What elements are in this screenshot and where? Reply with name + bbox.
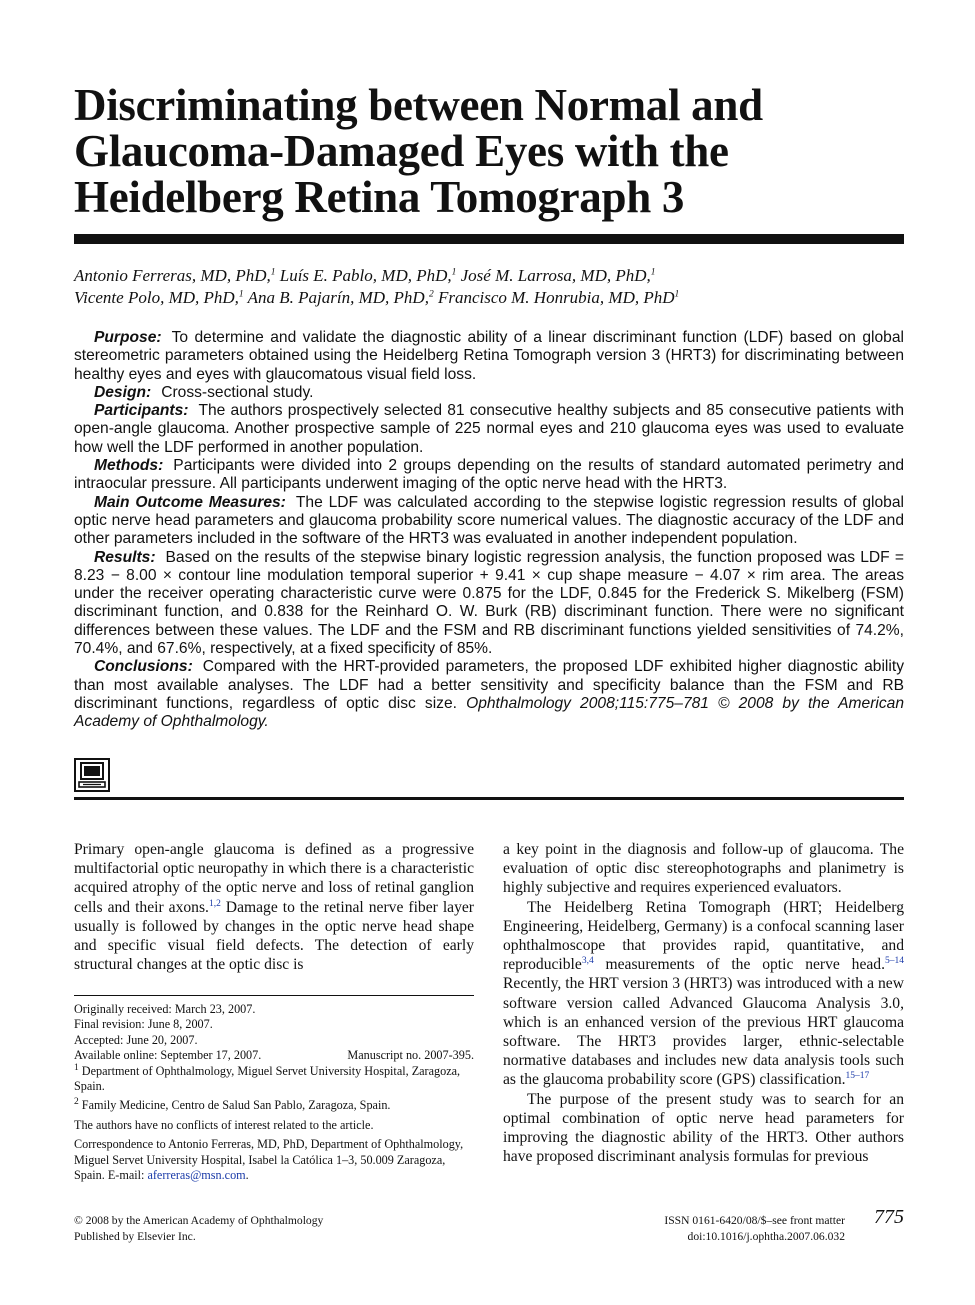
article-footnotes	[74, 1002, 474, 1183]
author-4: Vicente Polo, MD, PhD,$^1$	[74, 288, 244, 307]
abstract-purpose: Purpose: To determine and validate the diagnostic ability of a linear discriminant function (LDF) based on global stereometric parameters obtained using the Heidelberg Retina Tomograph version 3 (HRT3) for discriminating between healthy eyes and eyes with glaucomatous visual field loss.	[74, 329, 904, 383]
abstract-citation: Ophthalmology 2008;115:775–781 © 2008 by the American Academy of Ophthalmology.	[74, 694, 904, 731]
publisher-line: Published by Elsevier Inc.	[74, 1229, 196, 1243]
title-rule	[74, 234, 904, 244]
conflict-statement: The authors have no conflicts of interest related to the article.	[74, 1117, 374, 1132]
affiliation-2: $^2$ Family Medicine, Centro de Salud San Pablo, Zaragoza, Spain.	[74, 1097, 391, 1113]
body-column-right	[503, 840, 904, 1166]
intro-paragraph-3: The purpose of the present study was to search for an optimal combination of optic nerve head parameters for improving the diagnostic ability of the HRT3. Other authors have proposed discriminant analysis formulas for previous	[503, 1090, 904, 1166]
abstract-main-outcome-measures: Main Outcome Measures: The LDF was calculated according to the stepwise logistic regression results of global optic nerve head parameters and glaucoma probability score numerical values. The diagnostic accuracy of the LDF and other parameters included in the software of the HRT3 was evaluated in another independent population.	[74, 493, 904, 548]
footnote-rule	[74, 995, 474, 996]
email-link[interactable]: aferreras@msn.com	[147, 1168, 246, 1183]
article-title: Discriminating between Normal and Glaucoma-Damaged Eyes with the Heidelberg Retina Tomograph 3	[74, 80, 763, 222]
page-number: 775	[874, 1206, 904, 1228]
author-1: Antonio Ferreras, MD, PhD,$^1$	[74, 266, 276, 285]
body-column-left	[74, 840, 474, 974]
footer-right	[560, 1213, 845, 1244]
intro-paragraph-1: Primary open-angle glaucoma is defined as a progressive multifactorial optic neuropathy in which there is a characteristic acquired atrophy of the optic nerve and loss of retinal ganglion cells and their axons.$^{1,2}$ Damage to the retinal nerve fiber layer usually is followed by changes in the optic nerve head shape and specific visual field defects. The detection of early structural changes at the optic disc is	[74, 841, 474, 974]
computer-monitor-icon	[74, 758, 110, 792]
reference-link[interactable]: 5–14	[885, 956, 904, 967]
revision-date: Final revision: June 8, 2007.	[74, 1017, 213, 1032]
online-date: Available online: September 17, 2007.	[74, 1048, 262, 1063]
online-row	[74, 1048, 474, 1063]
copyright-line: © 2008 by the American Academy of Ophthalmology	[74, 1214, 324, 1227]
reference-link[interactable]: 1,2	[208, 898, 221, 909]
accepted-date: Accepted: June 20, 2007.	[74, 1032, 198, 1047]
abstract-results: Results: Based on the results of the stepwise binary logistic regression analysis, the function proposed was LDF = 8.23 − 8.00 × contour line modulation temporal superior + 9.41 × cup shape measure − 4.07 × rim area. The areas under the receiver operating characteristic curve were 0.875 for the LDF, 0.845 for the Frederick S. Mikelberg (FSM) discriminant function, and 0.838 for the Reinhard O. W. Burk (RB) discriminant function. There were no significant differences between these values. The LDF and the FSM and RB discriminant functions yielded sensitivities of 74.2%, 70.4%, and 67.6%, respectively, at a fixed specificity of 85%.	[74, 548, 904, 658]
abstract-participants: Participants: The authors prospectively selected 81 consecutive healthy subjects and 85 consecutive patients with open-angle glaucoma. Another prospective sample of 225 normal eyes and 210 glaucoma eyes was used to evaluate how well the LDF performed in another population.	[74, 402, 904, 456]
reference-link[interactable]: 3,4	[581, 956, 594, 967]
issn-line: ISSN 0161-6420/08/$–see front matter	[664, 1214, 845, 1227]
affiliation-1: $^1$ Department of Ophthalmology, Miguel Servet University Hospital, Zaragoza, Spain.	[74, 1062, 461, 1094]
abstract-methods: Methods: Participants were divided into 2 groups depending on the results of standard automated perimetry and intraocular pressure. All participants underwent imaging of the optic nerve head with the HRT3.	[74, 457, 904, 493]
footer-left	[74, 1213, 323, 1244]
intro-paragraph-1-cont: a key point in the diagnosis and follow-up of glaucoma. The evaluation of optic disc stereophotographs and planimetry is highly subjective and requires experienced evaluators.	[503, 841, 904, 897]
author-6: Francisco M. Honrubia, MD, PhD$^1$	[437, 288, 680, 307]
author-list	[74, 265, 904, 309]
abstract-conclusions: Conclusions: Compared with the HRT-provided parameters, the proposed LDF exhibited higher diagnostic ability than most available analyses. The LDF had a better sensitivity and specificity balance than the FSM and RB discriminant functions, regardless of optic disc size. Ophthalmology 2008;115:775–781 © 2008 by the American Academy of Ophthalmology.	[74, 658, 904, 731]
abstract	[74, 329, 904, 732]
author-5: Ana B. Pajarín, MD, PhD,$^2$	[247, 288, 434, 307]
doi-line: doi:10.1016/j.ophtha.2007.06.032	[687, 1229, 845, 1243]
author-2: Luís E. Pablo, MD, PhD,$^1$	[279, 266, 457, 285]
author-3: José M. Larrosa, MD, PhD,$^1$	[460, 266, 656, 285]
received-date: Originally received: March 23, 2007.	[74, 1002, 256, 1016]
abstract-design: Design: Cross-sectional study.	[94, 383, 314, 401]
abstract-bottom-rule	[74, 797, 904, 800]
intro-paragraph-2: The Heidelberg Retina Tomograph (HRT; Heidelberg Engineering, Heidelberg, Germany) is a confocal scanning laser ophthalmoscope that provides rapid, quantitative, and reproducible$^{3,4}$ measurements of the optic nerve head.$^{5-14}$ Recently, the HRT version 3 (HRT3) was introduced with a new software version called Advanced Glaucoma Analysis 3.0, which is an enhanced version of the previous HRT glaucoma software. The HRT3 provides larger, ethnic-selectable normative databases and includes new data analysis tools such as the glaucoma probability score (GPS) classification.$^{15-17}$	[503, 898, 904, 1089]
correspondence: Correspondence to Antonio Ferreras, MD, PhD, Department of Ophthalmology, Miguel Servet University Hospital, Isabel la Católica 1–3, 50.009 Zaragoza, Spain. E-mail: aferreras@msn.com.	[74, 1137, 464, 1183]
reference-link[interactable]: 15–17	[845, 1071, 870, 1082]
manuscript-number: Manuscript no. 2007-395.	[347, 1048, 474, 1063]
